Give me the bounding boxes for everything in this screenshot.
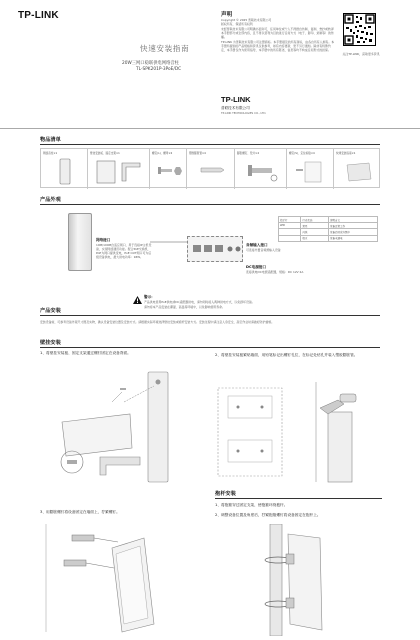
dc-desc: 连接供电DC电源适配器，规格：DC 12V 2A bbox=[246, 270, 304, 274]
network-port-title: 网络接口 bbox=[96, 238, 111, 242]
wall-install-heading: 壁挂安装 bbox=[40, 340, 61, 346]
package-list bbox=[40, 148, 380, 188]
cover-brand-logo: TP-LINK bbox=[18, 10, 59, 21]
wall-step-1-illustration bbox=[42, 362, 202, 494]
company-name-cn: 普联技术有限公司 bbox=[221, 106, 250, 110]
speaker-front-image bbox=[68, 213, 92, 271]
table-cell: 常亮 bbox=[301, 223, 329, 229]
product-view-heading-line bbox=[40, 204, 380, 205]
table-cell: 熄灭 bbox=[301, 235, 329, 241]
product-install-heading: 产品安装 bbox=[40, 308, 61, 314]
package-item-label: 膨胀螺钉、垫片×4 bbox=[237, 152, 259, 155]
package-item-label: 快速安装指南×1 bbox=[336, 152, 356, 155]
anchor-icon bbox=[199, 163, 225, 177]
qr-code-icon bbox=[343, 13, 376, 46]
pole-install-heading: 抱杆安装 bbox=[215, 491, 236, 497]
warning-title: 警示： bbox=[144, 295, 155, 299]
package-item bbox=[150, 149, 187, 189]
statement-title: 声明 bbox=[221, 12, 233, 18]
table-row bbox=[279, 235, 378, 241]
wall-step-2-illustration bbox=[216, 382, 381, 484]
package-heading-line bbox=[40, 144, 380, 145]
package-item bbox=[187, 149, 235, 189]
trademark-text: TP-LINK 为普联技术有限公司注册商标。本手册提及的所有商标，由各自所有人拥有。本手册所提到的产品规格和资讯仅供参考，如有内容更新，恕不另行通知。除非有特殊约定，本手册仅作为使用指导，本手册中的所有陈述、信息等均不构成任何形式的担保。 bbox=[221, 40, 335, 52]
package-item bbox=[287, 149, 334, 189]
package-heading: 物品清单 bbox=[40, 137, 61, 143]
wall-step-1: 1、将壁挂安装板、固定支架通过螺钉固定在设备背面。 bbox=[40, 351, 131, 355]
warning-box bbox=[133, 295, 323, 317]
led-status-table bbox=[278, 216, 378, 242]
dc-callout bbox=[246, 265, 316, 274]
package-item bbox=[88, 149, 150, 189]
pole-install-heading-line bbox=[215, 498, 382, 499]
install-intro: 安装设备前，可参考设备外观尺寸图及实物，确认设备安装位置及安装方式。请根据实际环境选择壁挂安装或抱杆安装方式。安装过程中请注意人身安全，高空作业时请做好防护措施。 bbox=[40, 320, 275, 324]
expansion-screw-icon bbox=[244, 160, 278, 182]
statement-text bbox=[221, 18, 336, 52]
table-cell: 设备正常工作 bbox=[329, 223, 378, 229]
product-model: TL-SPK201P-3PoE/DC bbox=[136, 67, 182, 72]
statement-body: 未经普联技术有限公司明确书面许可，任何单位或个人不得擅自仿制、复制、誊抄或转译本手册部分或全部内容，且不得以营利为目的进行任何方式（电子、影印、录制等）的传播。 bbox=[221, 27, 334, 39]
table-cell: 设备启动或升级中 bbox=[329, 229, 378, 235]
speaker-icon bbox=[59, 158, 71, 185]
bracket-icon bbox=[95, 159, 145, 185]
warning-2: 请勿将本产品安装在潮湿、高温等环境中，以免影响使用寿命。 bbox=[144, 305, 225, 309]
package-item-label: 塑胶膨胀管×4 bbox=[189, 152, 206, 155]
product-subtitle: 20W三网口稳联供电网络音柱 bbox=[122, 61, 179, 66]
network-port-callout bbox=[96, 238, 152, 259]
audio-in-callout bbox=[246, 243, 296, 252]
pole-step-1: 1、将抱箍穿过固定支架，使抱箍环绕抱杆。 bbox=[215, 503, 288, 507]
audio-in-title: 音频输入接口 bbox=[246, 243, 268, 247]
table-cell bbox=[279, 235, 301, 241]
sticker-screw-icon bbox=[295, 160, 327, 184]
dc-title: DC电源接口 bbox=[246, 265, 266, 269]
wall-install-heading-line bbox=[40, 347, 380, 348]
product-install-heading-line bbox=[40, 315, 380, 316]
package-item-label: 网络音柱×1 bbox=[43, 152, 58, 155]
copyright-text: Copyright © 2025 普联技术有限公司 bbox=[221, 18, 272, 22]
table-cell: 设备未通电 bbox=[329, 235, 378, 241]
warning-icon bbox=[133, 296, 142, 304]
package-item-label: 壁挂安装板、固定支架×1 bbox=[90, 152, 120, 155]
package-item bbox=[334, 149, 381, 189]
company-name-en: TP-LINK TECHNOLOGIES CO., LTD. bbox=[221, 111, 267, 115]
company-brand-logo: TP-LINK bbox=[221, 95, 251, 104]
wall-step-3: 3、用膨胀螺钉将设备固定在墙面上，拧紧螺钉。 bbox=[40, 510, 120, 514]
pole-illustration bbox=[250, 524, 370, 636]
package-item-label: 螺钉(S)、定位标贴×4 bbox=[289, 152, 315, 155]
wall-step-3-illustration bbox=[42, 520, 202, 635]
package-item bbox=[235, 149, 287, 189]
table-cell: 闪烁 bbox=[301, 229, 329, 235]
ports-icon bbox=[188, 237, 244, 263]
speaker-ports-closeup bbox=[187, 236, 243, 262]
manual-icon bbox=[343, 161, 373, 183]
guide-title: 快速安装指南 bbox=[140, 44, 190, 53]
callout-line bbox=[150, 240, 190, 246]
screw-nut-icon bbox=[158, 163, 182, 181]
table-header-cell: 灯光状态 bbox=[301, 217, 329, 223]
package-item bbox=[41, 149, 88, 189]
rights-text: 版权所有，保留所有权利 bbox=[221, 22, 253, 26]
table-cell: LED bbox=[279, 223, 301, 229]
pole-step-2: 2、调整设备位置及角度后，拧紧抱箍螺钉将设备固定在抱杆上。 bbox=[215, 513, 321, 517]
table-header-cell: 说明含义 bbox=[329, 217, 378, 223]
product-view-heading: 产品外观 bbox=[40, 197, 61, 203]
fold-divider bbox=[0, 128, 420, 129]
table-header-cell: 指示灯 bbox=[279, 217, 301, 223]
package-item-label: 螺钉(L)、螺母×2 bbox=[152, 152, 173, 155]
qr-caption: 关注TP-LINK，获取更多资讯 bbox=[342, 52, 380, 56]
audio-in-desc: 可连接外置音频源输入设备 bbox=[246, 248, 281, 252]
network-port-desc: 10M/100M自适应网口，用于连接IP主机设备，实现网络通讯功能。配合PoE交换机，PoE为网口提供受电，PoE OUT网口可为后级设备供电，最大供电功率：18W。 bbox=[96, 243, 152, 259]
wall-step-2: 2、将壁挂安装板紧贴墙面，用铅笔标记出螺钉孔位，在标记处钻孔并装入塑胶膨胀管。 bbox=[215, 353, 358, 357]
warning-1: 产品供电使用PoE供电或DC适配器供电，请勿同时接入两种供电方式，以免损坏设备。 bbox=[144, 300, 255, 304]
